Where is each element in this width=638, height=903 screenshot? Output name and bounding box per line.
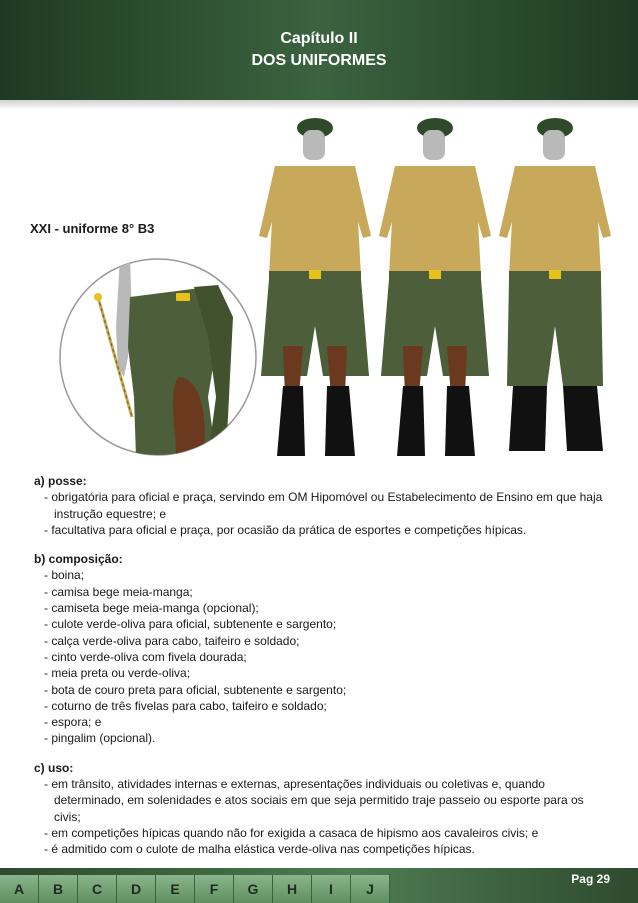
list-item: - camiseta bege meia-manga (opcional); [44,601,259,616]
list-item: - é admitido com o culote de malha elástica verde-oliva nas competições hípicas. [44,842,475,857]
list-item: - pingalim (opcional). [44,731,156,746]
section-heading-uso: c) uso: [34,760,74,775]
tab-e[interactable]: E [156,875,195,903]
chapter-header [0,0,638,100]
uniform-figures-illustration [255,106,615,466]
list-item: - calça verde-oliva para cabo, taifeiro e soldado; [44,633,300,648]
tab-i[interactable]: I [312,875,351,903]
index-tabs [0,875,390,903]
section-heading-composicao: b) composição: [34,552,123,567]
page-number: Pag 29 [571,872,610,886]
tab-a[interactable]: A [0,875,39,903]
list-item: - bota de couro preta para oficial, subtenente e sargento; [44,682,347,697]
list-item: - obrigatória para oficial e praça, servindo em OM Hipomóvel ou Estabelecimento de Ensino em que haja instrução equestre; e [44,490,603,521]
list-item: - em trânsito, atividades internas e externas, apresentações individuais ou coletivas e, quando determinado, em solenidades e atos sociais em que seja permitido traje passeio ou esporte para os civis; [44,777,584,824]
uniform-title: XXI - uniforme 8° B3 [30,221,155,236]
tab-d[interactable]: D [117,875,156,903]
list-item: - cinto verde-oliva com fivela dourada; [44,649,247,664]
chapter-title: DOS UNIFORMES [251,52,387,69]
tab-g[interactable]: G [234,875,273,903]
tab-j[interactable]: J [351,875,390,903]
figure-right [499,118,611,451]
figure-left [259,118,371,456]
list-item: - em competições hípicas quando não for exigida a casaca de hipismo aos cavaleiros civis; e [44,825,539,840]
tab-f[interactable]: F [195,875,234,903]
list-item: - culote verde-oliva para oficial, subtenente e sargento; [44,617,337,632]
tab-c[interactable]: C [78,875,117,903]
list-item: - camisa bege meia-manga; [44,584,193,599]
list-item: - facultativa para oficial e praça, por ocasião da prática de esportes e competições hípicas. [44,522,527,537]
section-heading-posse: a) posse: [34,474,87,488]
list-item: - boina; [44,568,85,583]
tab-b[interactable]: B [39,875,78,903]
figure-middle [379,118,491,456]
detail-circle-illustration [58,257,258,457]
chapter-label: Capítulo II [280,30,358,47]
list-item: - espora; e [44,715,102,730]
tab-h[interactable]: H [273,875,312,903]
list-item: - meia preta ou verde-oliva; [44,666,191,681]
list-item: - coturno de três fivelas para cabo, taifeiro e soldado; [44,698,327,713]
uniform-description [34,473,604,858]
